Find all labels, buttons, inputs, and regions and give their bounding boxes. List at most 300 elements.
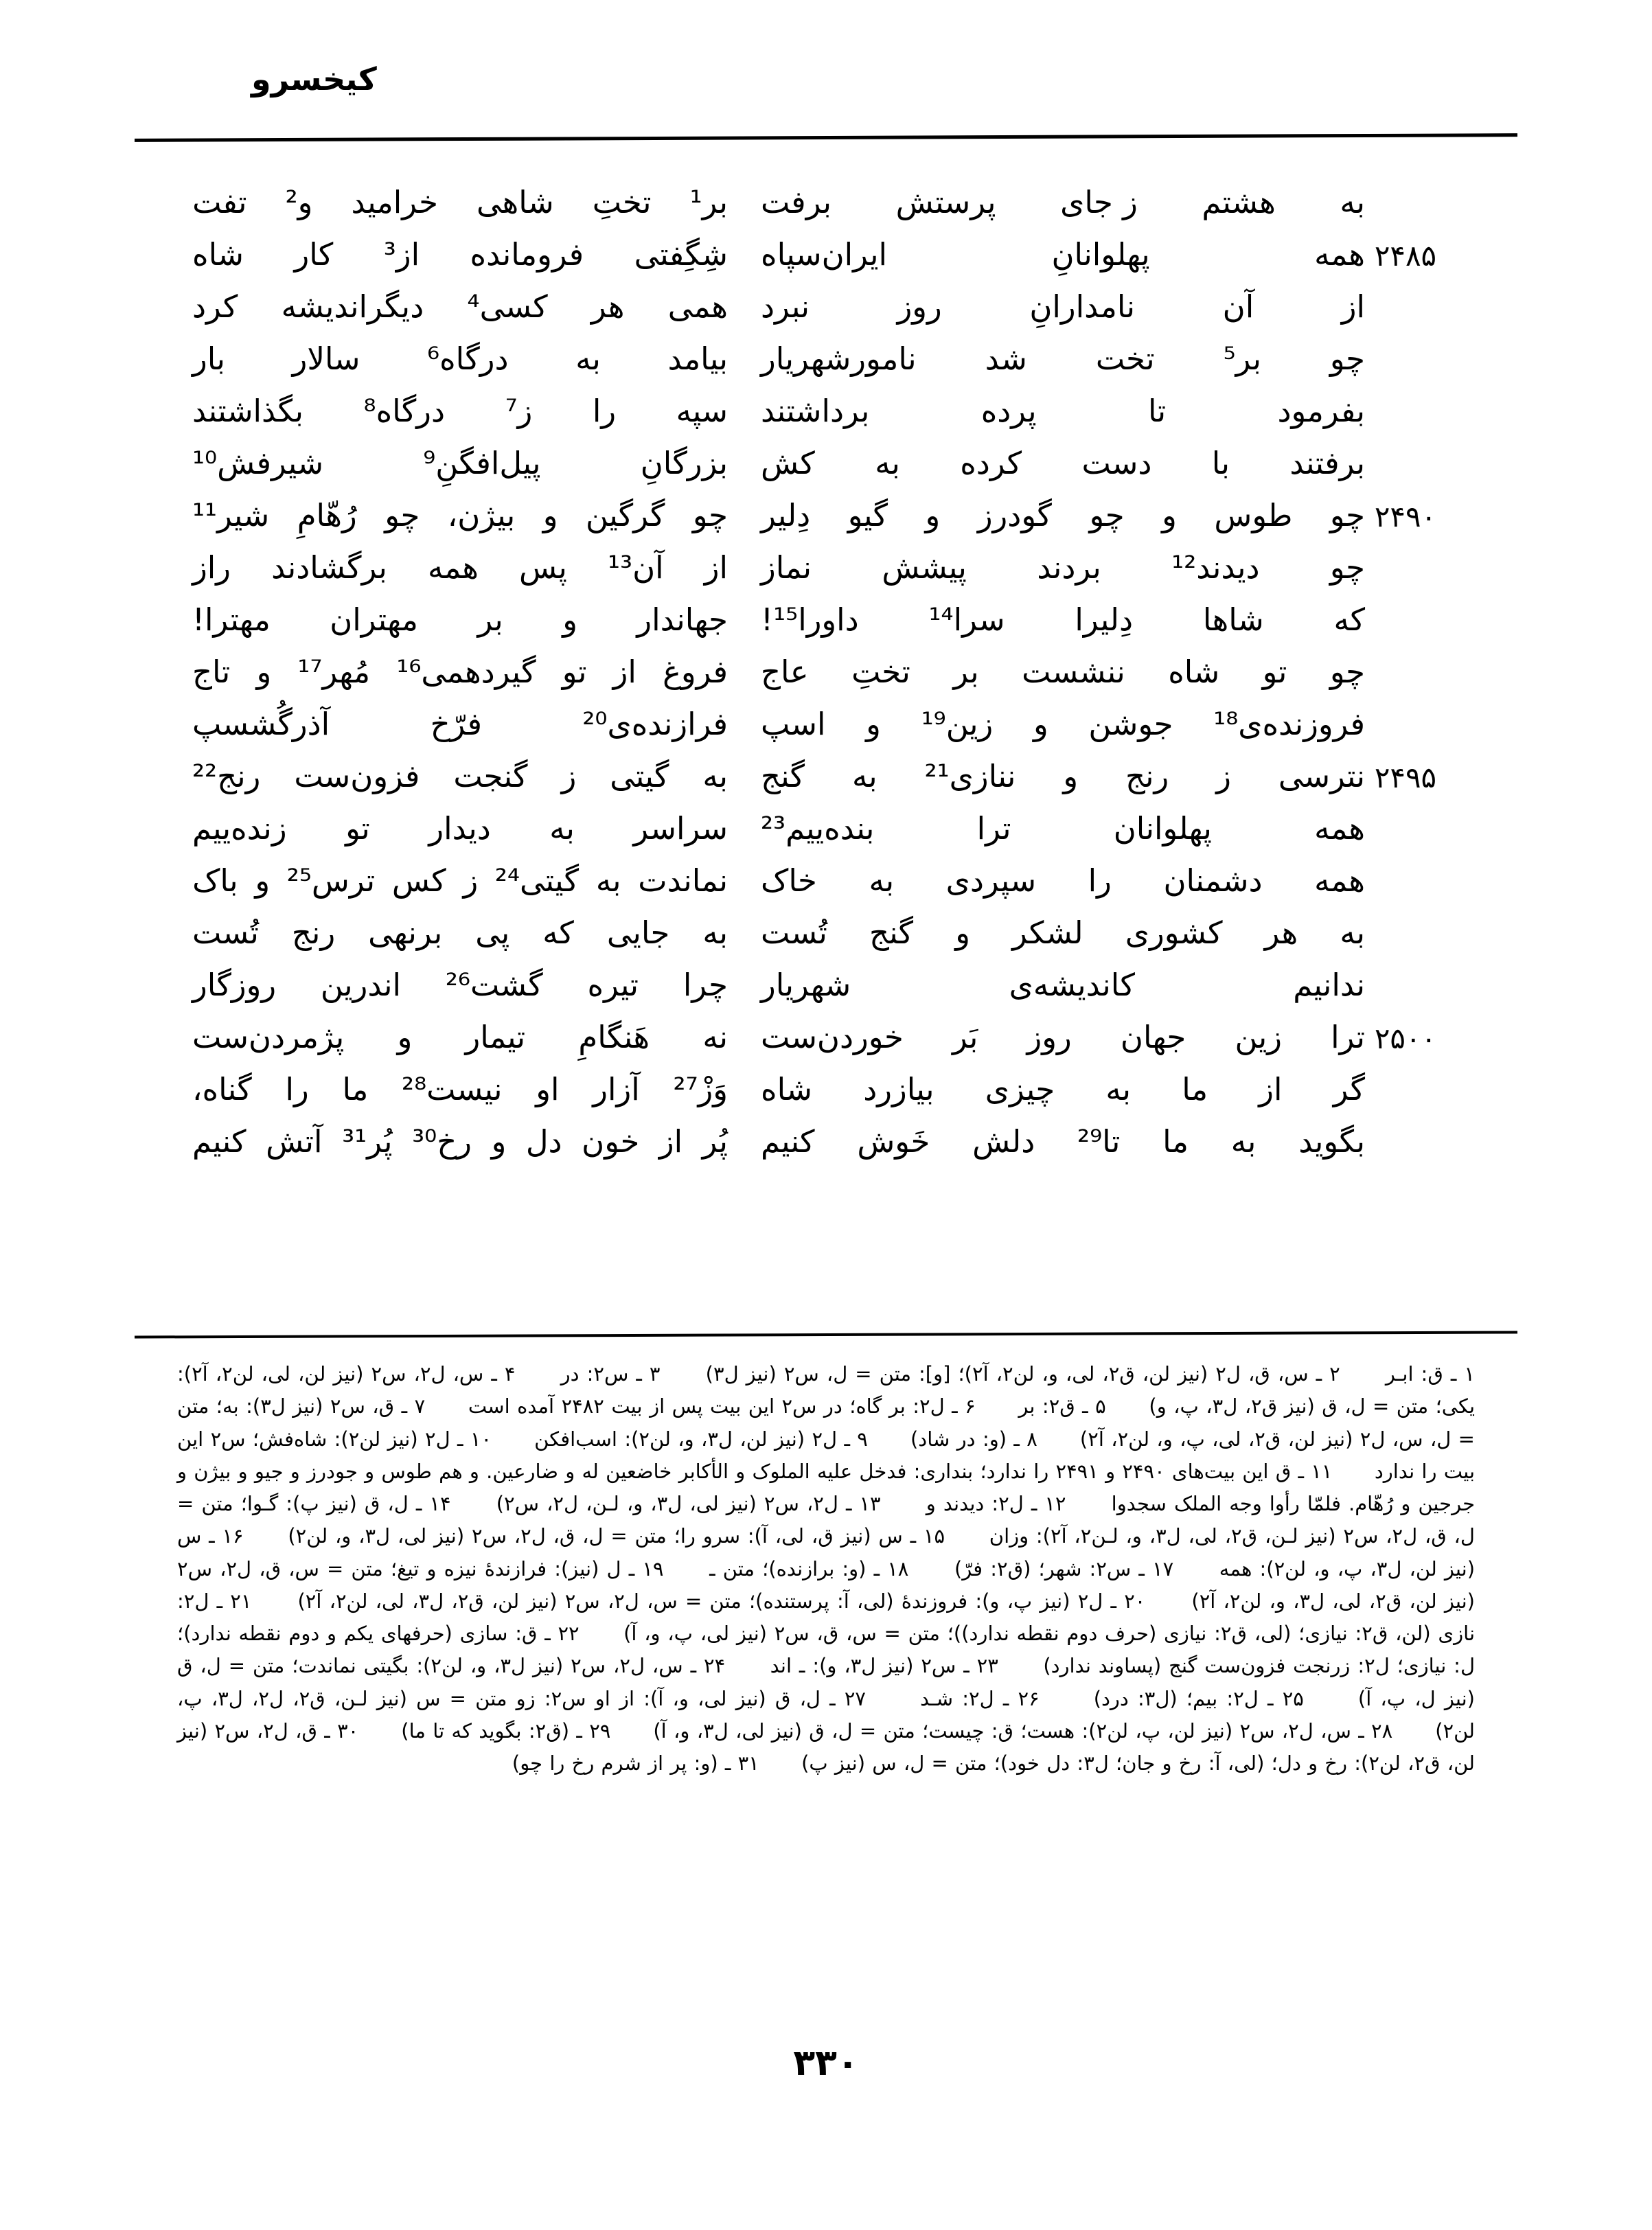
verse-word: تو [345, 810, 370, 847]
column-gap [728, 500, 761, 552]
left-hemistich [192, 445, 728, 500]
apparatus-note: ۲۰ ـ ل٢ (نیز پ، و): فروزندهٔ (لی، آ: پرستنده)؛ متن = س، ل٢، س٢ (نیز لن، ق٢، ل٣، لی، لن٢، آ٢) [297, 1589, 1146, 1613]
column-gap [728, 187, 761, 239]
verse-word: کرد [192, 288, 238, 325]
verse-word: آتش [266, 1123, 323, 1160]
verse-word: داورا¹⁵! [761, 601, 859, 638]
verse-word: او [536, 1071, 560, 1107]
right-hemistich [761, 862, 1365, 917]
apparatus-note: ۲۷ ـ ل، ق (نیز لی، و، آ): از او س٢: زو متن = س (نیز لـن، ق٢، ل٢، ل٣، پ، لن٢) [177, 1686, 1476, 1743]
verse-word: همی [667, 288, 728, 325]
verse-row [192, 239, 1446, 291]
verse-number [1365, 917, 1446, 969]
apparatus-note: ۱۰ ـ ل٢ (نیز لن٢): شاه‌فش؛ س٢ این بیت را ندارد [177, 1427, 1476, 1483]
column-gap [728, 239, 761, 291]
verse-number: ۲۴۸۵ [1374, 239, 1437, 273]
apparatus-note: ۵ ـ ق٢: بر [1018, 1394, 1106, 1418]
verse-word: به [869, 862, 895, 899]
verse-word: بیژن، [447, 497, 516, 533]
verse-word: هَنگامِ [578, 1019, 650, 1055]
verse-row [192, 448, 1446, 500]
verse-word: به [595, 862, 621, 899]
verse-word: شاهی [477, 184, 554, 220]
verse-word: کش [761, 445, 815, 481]
verse-word: هشتم [1202, 184, 1276, 220]
verse-word: گناه، [192, 1071, 252, 1107]
verse-word: و [491, 1123, 507, 1160]
verse-word: ز جای [1060, 184, 1138, 220]
apparatus-note: ۲۲ ـ ق: سازی (حرفهای یکم و دوم نقطه ندارد)؛ ل: نیازی؛ ل٢: زرنجت فزون‌ست گنج (پساوند ندارد) [177, 1622, 1476, 1678]
verse-word: فروزنده‌ی¹⁸ [1213, 706, 1365, 742]
right-hemistich [761, 288, 1365, 343]
verse-word: بفرمود [1277, 393, 1365, 429]
verse-word: زین [1235, 1019, 1282, 1055]
right-hemistich [761, 184, 1365, 239]
right-hemistich [761, 1123, 1365, 1178]
verse-word: به [1340, 915, 1365, 951]
verse-row [192, 187, 1446, 239]
verse-word: چو [1329, 341, 1365, 377]
column-gap [728, 813, 761, 865]
verse-word: نامدارانِ [1029, 288, 1136, 325]
verse-word: و² [285, 184, 313, 220]
verse-word: دیدند¹² [1171, 549, 1260, 586]
verse-row [192, 1074, 1446, 1126]
verse-word: شاه [192, 236, 244, 273]
verse-word: از [1341, 288, 1365, 325]
verse-word: نترسی [1278, 758, 1365, 794]
verse-word: رخ³⁰ [412, 1123, 472, 1160]
verse-row [192, 656, 1446, 709]
verse-word: از [612, 654, 636, 690]
left-hemistich [192, 917, 728, 969]
apparatus-note: ۳ ـ س٢: در [560, 1362, 661, 1386]
right-hemistich [761, 758, 1365, 813]
right-hemistich [761, 656, 1365, 709]
left-hemistich [192, 862, 728, 917]
verse-word: دِلیر [761, 497, 811, 533]
verse-word: برگشادند [271, 549, 387, 586]
verse-word: نبرد [761, 288, 810, 325]
column-gap [728, 395, 761, 448]
apparatus-note: ۱۹ ـ ل (نیز): فرازندهٔ نیزه و تیغ؛ متن = س، ق، ل٢، س٢ (نیز لن، ق٢، لی، ل٣، و، لن٢، آ٢) [177, 1556, 1475, 1613]
verse-word: از [704, 549, 728, 586]
apparatus-note: ۲۱ ـ ل٢: نازی (لن، ق٢: نیازی؛ (لی، ق٢: نیازی (حرف دوم نقطه ندارد))؛ متن = س، ق، س٢ (نیز لی، پ، و، آ) [177, 1589, 1476, 1646]
verse-row [192, 395, 1446, 448]
left-hemistich [192, 497, 728, 552]
verse-word: راز [192, 549, 231, 586]
verse-word: ترس²⁵ [286, 862, 376, 899]
verse-word: گنج [869, 915, 914, 951]
verse-word: و [255, 862, 271, 899]
apparatus-note: ۲۳ ـ س٢ (نیز ل٣، و): ـ اند [770, 1654, 998, 1678]
verse-word: چو [692, 497, 728, 533]
verse-word: فزون‌ست [294, 758, 420, 794]
verse-word: به [1230, 1123, 1257, 1160]
verse-word: خون [582, 1123, 640, 1160]
verse-word: خاک [761, 862, 817, 899]
verse-number [1365, 552, 1446, 604]
column-gap [728, 1022, 761, 1074]
verse-word: دیگراندیشه [281, 288, 424, 325]
verse-word: فروغ [663, 654, 728, 690]
apparatus-note: ۱ ـ ق: ابـر [1385, 1362, 1475, 1386]
apparatus-note: ۲ ـ س، ق، ل٢ (نیز لن، ق٢، لی، و، لن٢، آ٢)؛ [و]: متن = ل، س٢ (نیز ل٣) [705, 1362, 1340, 1386]
verse-word: آن¹³ [608, 549, 664, 586]
apparatus-note: ۱۶ ـ س (نیز لن، ل٣، پ، و، لن٢): همه [177, 1524, 1476, 1580]
left-hemistich [192, 549, 728, 604]
folio-number: ۳۳۰ [793, 2043, 859, 2084]
right-hemistich [761, 445, 1365, 500]
verse-word: بزرگانِ [640, 445, 728, 481]
verse-word: و [562, 601, 577, 638]
left-hemistich [192, 1019, 728, 1074]
verse-word: بر¹ [689, 184, 728, 220]
verse-word: چو [1089, 497, 1125, 533]
column-gap [728, 604, 761, 656]
verse-word: زنده‌ییم [192, 810, 287, 847]
right-hemistich [761, 601, 1365, 656]
verse-word: کنیم [761, 1123, 815, 1160]
verse-word: تا [1147, 393, 1167, 429]
verse-word: هر [590, 288, 625, 325]
verse-word: گنجت [453, 758, 528, 794]
verse-word: شیر¹¹ [192, 497, 270, 533]
verse-number: ۲۴۹۰ [1374, 500, 1437, 533]
left-hemistich [192, 656, 728, 709]
verse-word: به [1340, 184, 1365, 220]
verse-word: ز [463, 862, 479, 899]
verse-number: ۲۵۰۰ [1374, 1022, 1437, 1055]
verse-word: کسی⁴ [467, 288, 548, 325]
verse-word: ندانیم [1293, 967, 1365, 1003]
right-hemistich [761, 917, 1365, 969]
verse-number [1365, 448, 1446, 500]
right-hemistich [761, 497, 1365, 552]
apparatus-note: ۴ ـ س، ل٢، س٢ (نیز لن، لی، لن٢، آ٢): یکی؛ متن = ل، ق (نیز ق٢، ل٣، پ، و) [177, 1362, 1476, 1418]
verse-word: پس [519, 549, 567, 586]
verse-word: تا²⁹ [1077, 1123, 1121, 1160]
verse-word: دل [525, 1123, 562, 1160]
verse-word: به [549, 810, 575, 847]
column-gap [728, 552, 761, 604]
left-hemistich [192, 1123, 728, 1178]
right-hemistich [761, 236, 1365, 291]
right-hemistich [761, 549, 1365, 604]
verse-word: و [542, 497, 558, 533]
verse-word: نامورشهریار [761, 341, 917, 377]
verse-word: با [1211, 445, 1230, 481]
verse-number [1365, 865, 1446, 917]
verse-word: شیرفش¹⁰ [192, 445, 324, 481]
verse-word: به [702, 915, 728, 951]
verse-word: همه [1314, 236, 1365, 273]
right-hemistich [761, 810, 1365, 865]
verse-word: سپردی [945, 862, 1037, 899]
verse-word: جوشن [1088, 706, 1173, 742]
verse-word: فرازنده‌ی²⁰ [582, 706, 728, 742]
verse-word: پهلوانانِ [1051, 236, 1150, 273]
verse-word: پُر³¹ [342, 1123, 393, 1160]
verse-word: گشت²⁶ [445, 967, 543, 1003]
verse-word: همه [428, 549, 479, 586]
verse-word: شاها [1202, 601, 1264, 638]
column-gap [728, 448, 761, 500]
verse-word: از [1259, 1071, 1283, 1107]
verse-word: کس [391, 862, 446, 899]
column-gap [728, 291, 761, 343]
verse-word: دلش [972, 1123, 1035, 1160]
verse-word: جایی [606, 915, 670, 951]
verse-word: و [955, 915, 970, 951]
verse-word: پیل‌افگنِ⁹ [423, 445, 541, 481]
verse-word: چو [385, 497, 420, 533]
apparatus-note: ۱۵ ـ س (نیز ق، لی، آ): سرو را؛ متن = ل، ق، ل٢، س٢ (نیز لی، ل٣، و، لن٢) [288, 1524, 945, 1548]
verse-word: پی [475, 915, 510, 951]
left-hemistich [192, 395, 728, 448]
verse-word: چو [1329, 497, 1365, 533]
verse-word: ننازی²¹ [924, 758, 1016, 794]
verse-word: رنج [1125, 758, 1169, 794]
verse-word: کنیم [192, 1123, 246, 1160]
verse-word: گیتی [610, 758, 669, 794]
verse-word: کار [294, 236, 334, 273]
column-gap [728, 969, 761, 1022]
apparatus-note: ۸ ـ (و: در شاد) [910, 1427, 1037, 1451]
verse-word: بگوید [1298, 1123, 1365, 1160]
verse-word: آزار [593, 1071, 640, 1107]
left-hemistich [192, 601, 728, 656]
verse-word: اسپ [761, 706, 826, 742]
verse-word: پژمردن‌ست [192, 1019, 345, 1055]
apparatus-note: ۱۳ ـ ل٢، س٢ (نیز لی، ل٣، و، لـن، ل٢، س٢) [496, 1492, 881, 1516]
verse-word: ز⁷ [505, 393, 533, 429]
column-gap [728, 1074, 761, 1126]
verse-word: بنده‌ییم²³ [761, 810, 875, 847]
verse-word: رنج²² [192, 758, 261, 794]
column-gap [728, 865, 761, 917]
apparatus-note: ۷ ـ ق، س٢ (نیز ل٣): به؛ متن = ل، س، ل٢ (نیز لن، ق٢، لی، پ، و، لن٢، آ٢) [177, 1394, 1475, 1451]
left-hemistich [192, 810, 728, 865]
verse-row [192, 604, 1446, 656]
verse-word: ترا [1331, 1019, 1365, 1055]
left-hemistich [192, 1071, 728, 1126]
verse-word: و [866, 706, 881, 742]
verse-word: طوس [1214, 497, 1293, 533]
verse-word: روز [1026, 1019, 1072, 1055]
verse-word: کشوری [1125, 915, 1223, 951]
verse-word: چیزی [985, 1071, 1055, 1107]
verse-word: ما [342, 1071, 369, 1107]
verse-word: گیردهمی¹⁶ [396, 654, 536, 690]
verse-word: خرامید [351, 184, 438, 220]
verse-number [1365, 709, 1446, 761]
apparatus-note: ۱۷ ـ س٢: شهر؛ (ق٢: فرّ) [954, 1556, 1174, 1580]
verse-word: ما [1182, 1071, 1208, 1107]
apparatus-note: ۱۸ ـ (و: برازنده)؛ متن ـ [709, 1556, 909, 1580]
right-hemistich [761, 1071, 1365, 1126]
verse-word: و [1033, 706, 1048, 742]
verse-word: نیست²⁸ [402, 1071, 503, 1107]
verse-word: رنج [291, 915, 336, 951]
apparatus-note: ۶ ـ ل٢: بر گاه؛ در س٢ این بیت پس از بیت ۲۴۸۲ آمده است [468, 1394, 976, 1418]
verse-word: جهاندار [636, 601, 728, 638]
verse-word: کاندیشه‌ی [1009, 967, 1135, 1003]
verse-word: چرا [682, 967, 728, 1003]
column-gap [728, 917, 761, 969]
verse-word: شاه [1168, 654, 1220, 690]
verse-row [192, 343, 1446, 395]
verse-number [1365, 969, 1446, 1022]
verse-word: بیامد [667, 341, 728, 377]
apparatus-note: ۲۴ ـ س، ل٢، س٢ (نیز ل٣، و، لن٢): بگیتی نماندت؛ متن = ل، ق (نیز ل، پ، آ) [177, 1654, 1476, 1710]
verse-word: و [256, 654, 272, 690]
verse-number [1365, 1074, 1446, 1126]
verse-word: فرّخ [430, 706, 482, 742]
left-hemistich [192, 236, 728, 291]
left-hemistich [192, 969, 728, 1022]
verse-word: پرستش [895, 184, 996, 220]
verse-word: بار [192, 341, 226, 377]
apparatus-note: ۲۸ ـ س، ل٢، س٢ (نیز لن، پ، لن٢): هست؛ ق: چیست؛ متن = ل، ق (نیز لی، ل٣، و، آ) [653, 1719, 1393, 1743]
verse-word: سراسر [633, 810, 728, 847]
verse-number [1365, 604, 1446, 656]
verse-word: روز [897, 288, 942, 325]
verse-row [192, 552, 1446, 604]
apparatus-note: ۳۰ ـ ق، ل٢، س٢ (نیز لن، ق٢، لن٢): رخ و دل؛ (لی، آ: رخ و جان؛ ل٣: دل خود)؛ متن = ل، س (نیز پ) [177, 1719, 1475, 1775]
verse-word: از [658, 1123, 683, 1160]
verse-word: ما [1162, 1123, 1189, 1160]
verse-word: ز [561, 758, 577, 794]
verse-row [192, 813, 1446, 865]
verse-word: بر [953, 654, 979, 690]
left-hemistich [192, 288, 728, 343]
verse-word: کرده [960, 445, 1022, 481]
header-rule [135, 133, 1517, 142]
running-head: کیخسرو [251, 60, 377, 97]
verse-word: خوردن‌ست [761, 1019, 904, 1055]
right-hemistich [761, 395, 1365, 448]
verse-word: بر [477, 601, 503, 638]
verse-word: برفتند [1289, 445, 1365, 481]
column-gap [728, 761, 761, 813]
verse-word: ننشست [1022, 654, 1125, 690]
column-gap [728, 1126, 761, 1178]
left-hemistich [192, 343, 728, 395]
apparatus-note: ۱۲ ـ ل٢: دیدند و [926, 1492, 1066, 1516]
verse-word: پرده [980, 393, 1037, 429]
verse-word: نماز [761, 549, 812, 586]
verse-number [1365, 395, 1446, 448]
verse-word: وَزْ²⁷ [673, 1071, 728, 1107]
verse-word: گیتی²⁴ [494, 862, 580, 899]
verse-word: همه [1314, 862, 1365, 899]
apparatus-note: ۲۶ ـ ل٢: شـد [920, 1686, 1040, 1710]
apparatus-note: ۲۵ ـ ل٢: بیم؛ (ل٣: درد) [1093, 1686, 1304, 1710]
verse-word: درگاه⁶ [427, 341, 509, 377]
verse-word: که [542, 915, 574, 951]
verse-word: گیو [847, 497, 888, 533]
verse-word: پیشش [882, 549, 967, 586]
verse-row [192, 709, 1446, 761]
verse-word: نه [702, 1019, 728, 1055]
verse-word: را [592, 393, 617, 429]
verse-word: دشمنان [1163, 862, 1263, 899]
verse-word: گودرز [977, 497, 1052, 533]
verse-word: شِگِفتی [634, 236, 728, 273]
right-hemistich [761, 969, 1365, 1022]
verse-word: مُهر¹⁷ [297, 654, 371, 690]
verse-table [192, 184, 1446, 1178]
right-hemistich [761, 1019, 1365, 1074]
verse-word: باک [192, 862, 238, 899]
verse-word: تُست [192, 915, 259, 951]
verse-number [1365, 343, 1446, 395]
verse-number [1365, 813, 1446, 865]
verse-word: پُر [702, 1123, 728, 1160]
verse-word: که [1333, 601, 1365, 638]
verse-number: ۲۴۹۵ [1374, 761, 1437, 794]
verse-word: ترا [976, 810, 1011, 847]
verse-word: بردند [1037, 549, 1101, 586]
verse-row [192, 917, 1446, 969]
verse-word: لشکر [1012, 915, 1083, 951]
verse-word: گر [1333, 1071, 1365, 1107]
column-gap [728, 343, 761, 395]
left-hemistich [192, 184, 728, 239]
verse-number [1365, 291, 1446, 343]
verse-word: تو [562, 654, 587, 690]
verse-word: به [852, 758, 877, 794]
verse-word: بگذاشتند [192, 393, 304, 429]
verse-word: تخت [1095, 341, 1155, 377]
verse-number [1365, 187, 1446, 239]
verse-word: را [285, 1071, 309, 1107]
verse-word: و [925, 497, 941, 533]
verse-word: دیدار [428, 810, 491, 847]
verse-word: بَر [952, 1019, 978, 1055]
verse-block [192, 184, 1446, 1178]
verse-word: و [1162, 497, 1177, 533]
verse-word: تُست [761, 915, 827, 951]
verse-word: تیره [587, 967, 639, 1003]
verse-word: تو [1262, 654, 1287, 690]
verse-word: آذرگُشسپ [192, 706, 330, 742]
verse-word: و [397, 1019, 413, 1055]
verse-word: رُهّامِ [297, 497, 357, 533]
verse-word: اندرین [320, 967, 402, 1003]
verse-word: مهتران [330, 601, 419, 638]
verse-word: هر [1264, 915, 1298, 951]
verse-row [192, 761, 1446, 813]
verse-word: به [575, 341, 601, 377]
verse-word: سالار [292, 341, 360, 377]
apparatus-note: ۱۴ ـ ل، ق (نیز پ): گـوا؛ متن = ل، ق، ل٢، س٢ (نیز لـن، ق٢، لی، ل٣، و، لـن٢، آ٢): وزان [177, 1492, 1475, 1548]
verse-word: بیازرد [863, 1071, 934, 1107]
verse-word: شاه [761, 1071, 813, 1107]
verse-word: به [1105, 1071, 1132, 1107]
verse-row [192, 969, 1446, 1022]
verse-word: ایران‌سپاه [761, 236, 887, 273]
verse-word: تفت [192, 184, 247, 220]
column-gap [728, 709, 761, 761]
verse-word: تختِ [592, 184, 652, 220]
apparatus-note: ۲۹ ـ (ق٢: بگوید که تا ما) [401, 1719, 611, 1743]
verse-word: سرا¹⁴ [928, 601, 1005, 638]
apparatus-note: ۳۱ ـ (و: پر از شرم رخ را چو) [512, 1751, 759, 1775]
verse-row [192, 1022, 1446, 1074]
verse-word: درگاه⁸ [363, 393, 446, 429]
